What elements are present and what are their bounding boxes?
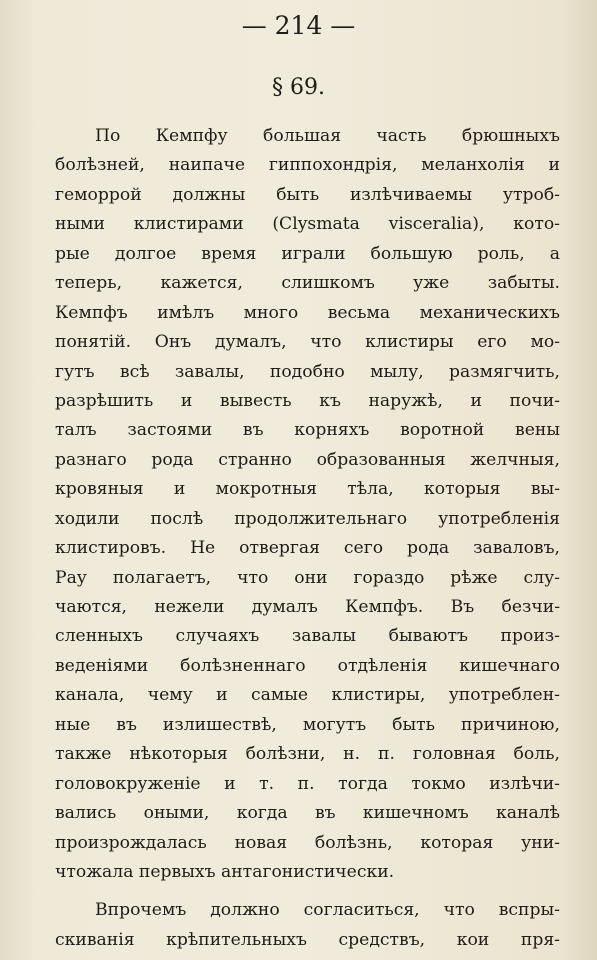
text-line: Рау полагаетъ, что они гораздо рѣже слу- xyxy=(55,567,560,588)
text-line: канала, чему и самые клистиры, употреблен- xyxy=(55,685,560,706)
text-line: геморрой должны быть излѣчиваемы утроб- xyxy=(55,184,560,205)
section-heading: § 69. xyxy=(272,75,325,100)
text-line: скиванія крѣпительныхъ средствъ, кои пря- xyxy=(55,929,560,950)
text-line: клистировъ. Не отвергая сего рода заваловъ, xyxy=(55,538,560,559)
text-line: разнаго рода странно образованныя желчныя, xyxy=(55,449,560,470)
text-line: вались оными, когда въ кишечномъ каналѣ xyxy=(55,803,560,824)
text-line: Кемпфъ имѣлъ много весьма механическихъ xyxy=(55,302,560,323)
text-line: рые долгое время играли большую роль, а xyxy=(55,243,560,264)
text-line: Впрочемъ должно согласиться, что вспры- xyxy=(95,900,560,921)
text-line: болѣзней, наипаче гиппохондрія, меланхолія и xyxy=(55,155,560,176)
text-line: гутъ всѣ завалы, подобно мылу, размягчить, xyxy=(55,361,560,382)
text-line: также нѣкоторыя болѣзни, н. п. головная боль, xyxy=(55,744,560,765)
text-line: произрождалась новая болѣзнь, которая уни- xyxy=(55,832,560,853)
text-line: ными клистирами (Clysmata visceralia), кото- xyxy=(55,214,560,235)
text-line: понятій. Онъ думалъ, что клистиры его мо- xyxy=(55,332,560,353)
text-line: веденіями болѣзненнаго отдѣленія кишечнаго xyxy=(55,655,560,676)
text-line: ходили послѣ продолжительнаго употребленія xyxy=(55,508,560,529)
text-line: головокруженіе и т. п. тогда токмо излѣчи- xyxy=(55,773,560,794)
text-line: По Кемпфу большая часть брюшныхъ xyxy=(95,126,560,146)
text-line: разрѣшить и вывесть къ наружѣ, и почи- xyxy=(55,390,560,411)
text-line: ные въ излишествѣ, могутъ быть причиною, xyxy=(55,714,560,735)
text-line: чтожала первыхъ антагонистически. xyxy=(55,861,395,882)
text-line: кровяныя и мокротныя тѣла, которыя вы- xyxy=(55,479,560,500)
body-text xyxy=(55,122,560,955)
text-line: чаются, нежели думалъ Кемпфъ. Въ безчи- xyxy=(55,597,560,617)
text-line: сленныхъ случаяхъ завалы бываютъ произ- xyxy=(55,626,560,647)
page-number: — 214 — xyxy=(241,11,356,40)
text-line: талъ застоями въ корняхъ воротной вены xyxy=(55,420,560,441)
text-line: теперь, кажется, слишкомъ уже забыты. xyxy=(55,273,560,294)
